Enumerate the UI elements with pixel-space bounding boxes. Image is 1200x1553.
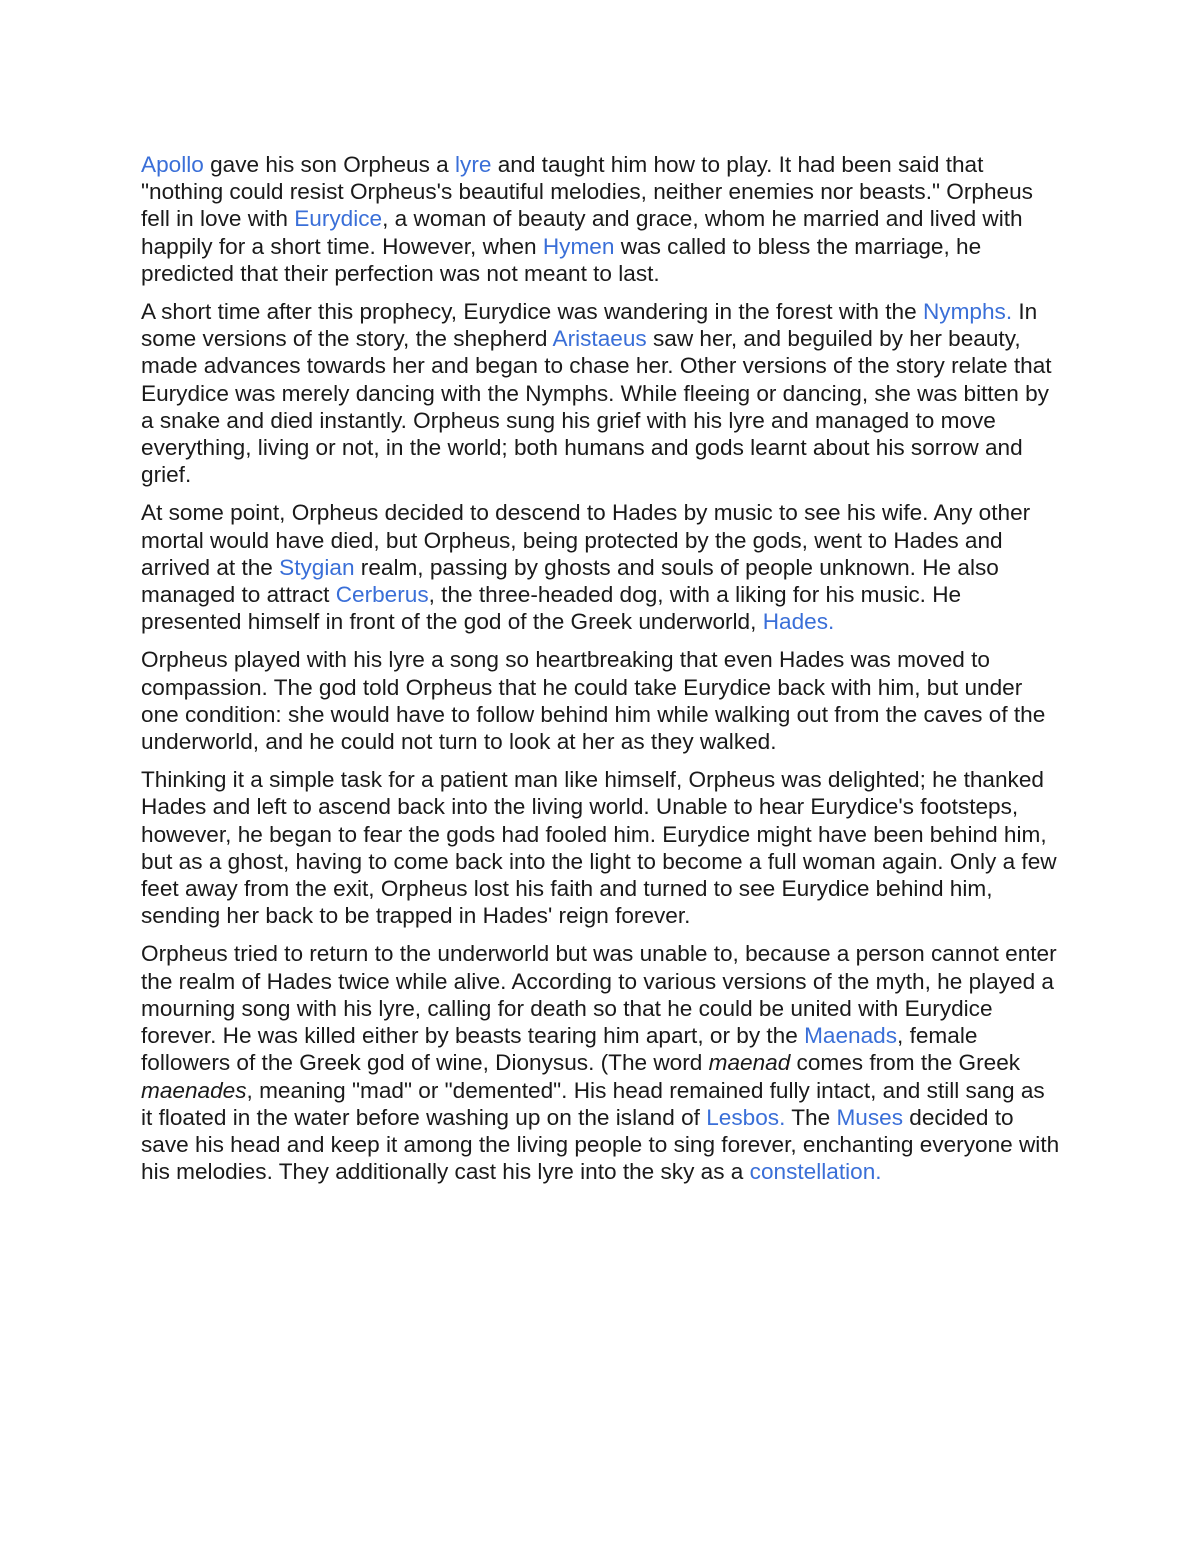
link-hades[interactable]: Hades: [762, 609, 828, 635]
link-hymen[interactable]: Hymen: [542, 233, 615, 259]
link-constellation[interactable]: constellation: [749, 1159, 876, 1185]
text-run: , female followers of the Greek god of wine, Dionysus. (The word: [141, 1023, 978, 1076]
link-cerberus[interactable]: Cerberus: [335, 582, 429, 608]
text-run: and taught him how to play. It had been said that "nothing could resist Orpheus's beautiful melodies, neither enemies nor beasts." Orpheus fell in love with: [141, 152, 1033, 232]
text-run: Orpheus tried to return to the underworld but was unable to, because a person cannot enter the realm of Hades twice while alive. According to various versions of the myth, he played a mourning song with his lyre, calling for death so that he could be united with Eurydice forever. He was killed either by beasts tearing him apart, or by the: [141, 941, 1057, 1049]
text-run: The: [785, 1104, 837, 1130]
text-run: Thinking it a simple task for a patient man like himself, Orpheus was delighted; he thanked Hades and left to ascend back into the living world. Unable to hear Eurydice's footsteps, however, he began to fear the gods had fooled him. Eurydice might have been behind him, but as a ghost, having to come back into the light to become a full woman again. Only a few feet away from the exit, Orpheus lost his faith and turned to see Eurydice behind him, sending her back to be trapped in Hades' reign forever.: [141, 767, 1057, 929]
text-run: A short time after this prophecy, Eurydice was wandering in the forest with the: [141, 299, 923, 325]
text-run: gave his son Orpheus a: [203, 152, 456, 177]
link-hades-period[interactable]: .: [828, 609, 835, 635]
link-nymphs[interactable]: Nymphs: [922, 299, 1006, 325]
paragraph-descent-to-hades: [141, 499, 1061, 635]
link-aristaeus[interactable]: Aristaeus: [552, 326, 647, 352]
text-run: Orpheus played with his lyre a song so heartbreaking that even Hades was moved to compassion. The god told Orpheus that he could take Eurydice back with him, but under one condition: she would have to follow behind him while walking out from the caves of the underworld, and he could not turn to look at her as they walked.: [141, 647, 1046, 755]
paragraph-ascent: [141, 766, 1061, 929]
link-apollo[interactable]: Apollo: [141, 152, 204, 177]
paragraph-hades-condition: [141, 646, 1061, 755]
link-lyre[interactable]: lyre: [455, 152, 492, 177]
text-run: , a woman of beauty and grace, whom he married and lived with happily for a short time. However, when: [141, 206, 1023, 259]
link-muses[interactable]: Muses: [836, 1104, 903, 1130]
link-nymphs-period[interactable]: .: [1005, 299, 1013, 325]
text-run: comes from the Greek: [790, 1050, 1021, 1076]
text-run: At some point, Orpheus decided to descend to Hades by music to see his wife. Any other mortal would have died, but Orpheus, being protected by the gods, went to Hades and arrived at the: [141, 500, 1031, 580]
text-run: , meaning "mad" or "demented". His head remained fully intact, and still sang as it floated in the water before washing up on the island of: [141, 1077, 1045, 1130]
text-run: saw her, and beguiled by her beauty, made advances towards her and began to chase her. Other versions of the story relate that Eurydice was merely dancing with the Nymphs. While fleeing or dancing, she was bitten by a snake and died instantly. Orpheus sung his grief with his lyre and managed to move everything, living or not, in the world; both humans and gods learnt about his sorrow and grief.: [141, 326, 1052, 488]
paragraph-orpheus-death: [141, 940, 1061, 1185]
link-eurydice[interactable]: Eurydice: [294, 206, 383, 232]
document-body: [141, 151, 1061, 1196]
italic-term-maenades: maenades: [141, 1077, 247, 1103]
link-constellation-period[interactable]: .: [875, 1159, 882, 1185]
paragraph-apollo-gift: [141, 151, 1061, 287]
link-maenads[interactable]: Maenads: [804, 1023, 898, 1049]
link-stygian[interactable]: Stygian: [279, 554, 355, 580]
text-run: decided to save his head and keep it among the living people to sing forever, enchanting everyone with his melodies. They additionally cast his lyre into the sky as a: [141, 1104, 1060, 1185]
text-run: , the three-headed dog, with a liking for his music. He presented himself in front of the god of the Greek underworld,: [141, 582, 962, 635]
text-run: was called to bless the marriage, he predicted that their perfection was not meant to last.: [141, 233, 982, 286]
link-lesbos[interactable]: Lesbos: [706, 1104, 780, 1130]
text-run: realm, passing by ghosts and souls of people unknown. He also managed to attract: [141, 554, 999, 608]
paragraph-eurydice-death: [141, 298, 1061, 488]
text-run: In some versions of the story, the shepherd: [141, 299, 1038, 352]
italic-term-maenad: maenad: [708, 1050, 791, 1076]
link-lesbos-period[interactable]: .: [779, 1104, 786, 1130]
